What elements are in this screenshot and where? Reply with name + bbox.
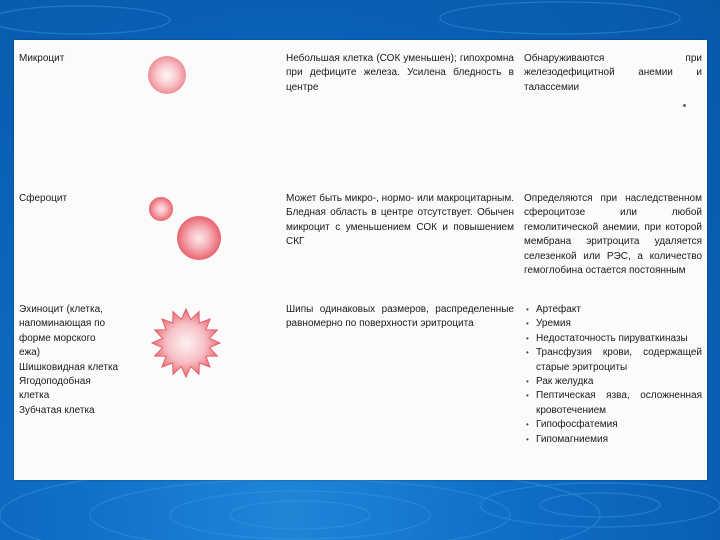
cell-name-text: Шишковидная клетка [19, 361, 119, 373]
cell-type-name [19, 52, 119, 66]
cell-type-name [19, 192, 119, 206]
list-item: • Пептическая язва, осложненная кровотечением [524, 389, 702, 418]
list-item: • Артефакт [524, 303, 702, 317]
cell-conditions: Обнаруживаются при железодефицитной анемии и талассемии [524, 53, 702, 93]
cell-description: Может быть микро-, нормо- или макроцитарным. Бледная область в центре отсутствует. Обычен микроцит с уменьшением СОК и повышением СКГ [286, 193, 514, 248]
conditions-list [524, 303, 702, 447]
microcyte-illustration [142, 52, 192, 98]
cell-conditions: Определяются при наследственном сфероцитозе или любой гемолитической анемии, при которой мембрана эритроцита удаляется селезенкой или РЭС, а количество гемоглобина остается постоянным [524, 193, 702, 277]
cell-name-text: Микроцит [19, 53, 65, 64]
cell-name-text: Ягодоподобная клетка [19, 376, 91, 402]
cell-type-name [19, 303, 119, 418]
list-item: • Гипофосфатемия [524, 418, 702, 432]
echinocyte-illustration [150, 307, 222, 379]
list-item: • Уремия [524, 317, 702, 331]
spherocyte-illustration [142, 192, 222, 266]
cell-description: Шипы одинаковых размеров, распределенные равномерно по поверхности эритроцита [286, 304, 514, 330]
list-item: • Трансфузия крови, содержащей старые эритроциты [524, 346, 702, 375]
list-item: • Гипомагниемия [524, 433, 702, 447]
cell-name-text: Зубчатая клетка [19, 404, 95, 416]
cell-name-text: Сфероцит [19, 193, 68, 204]
list-item: • Рак желудка [524, 375, 702, 389]
list-item: • Недостаточность пируваткиназы [524, 332, 702, 346]
cell-conditions-list [524, 303, 702, 447]
cell-name-text: Эхиноцит (клетка, напоминающая по форме морского ежа) [19, 304, 106, 359]
document-page [14, 40, 707, 480]
speck [683, 104, 686, 107]
cell-description: Небольшая клетка (СОК уменьшен); гипохромна при дефиците железа. Усилена бледность в центре [286, 53, 514, 93]
